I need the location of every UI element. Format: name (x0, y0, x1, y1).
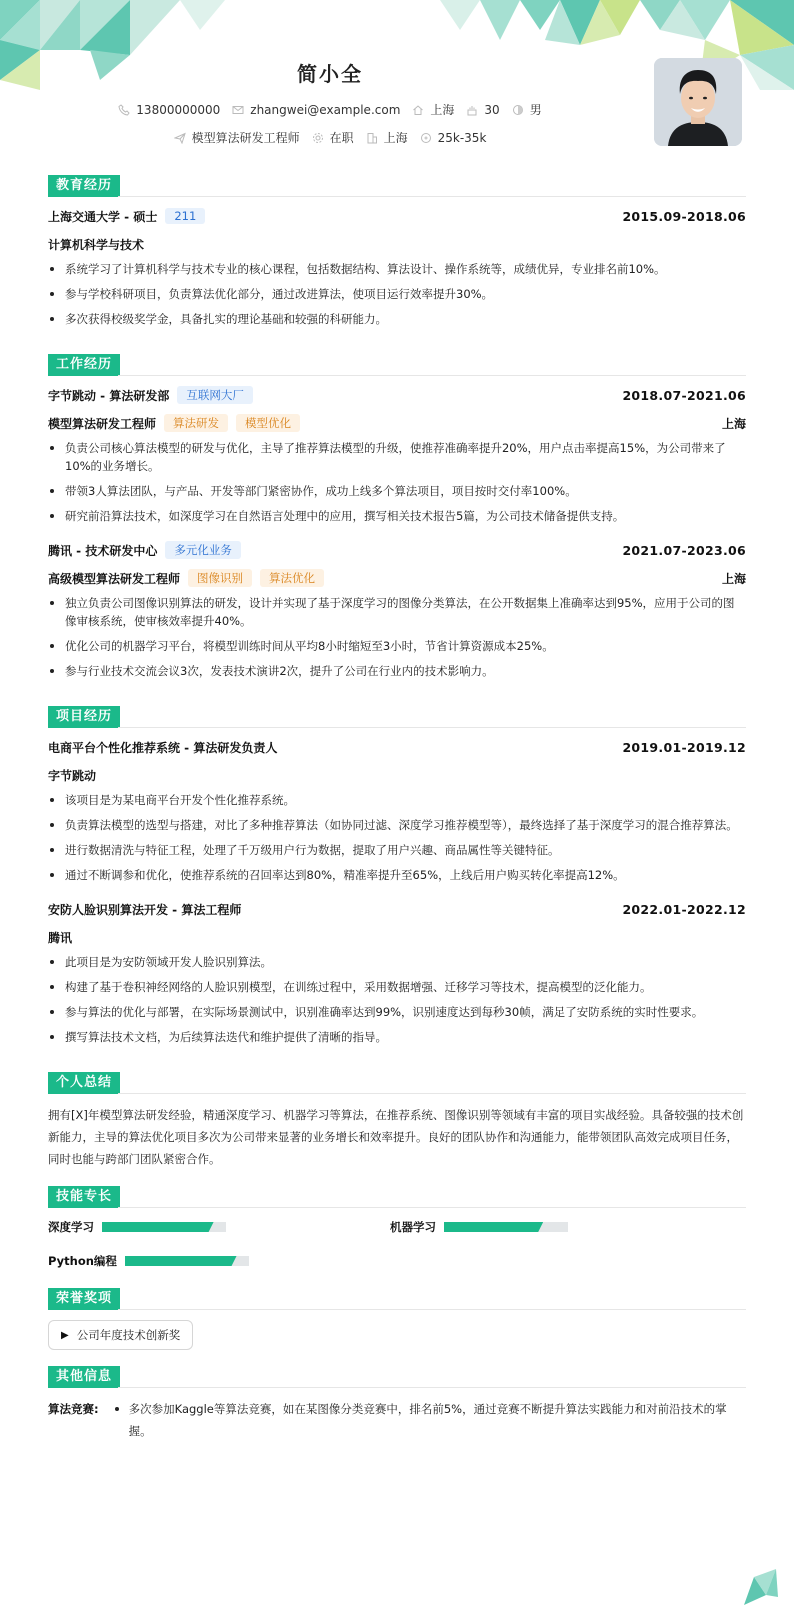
skill-bar-fill (102, 1222, 214, 1232)
job-intent-row (0, 129, 660, 146)
school-tag: 211 (165, 208, 205, 224)
skill-bar (102, 1222, 226, 1232)
education-section-header (48, 175, 746, 197)
role-group (48, 569, 324, 587)
section-title-awards: 荣誉奖项 (48, 1288, 120, 1310)
list-item: 优化公司的机器学习平台，将模型训练时间从平均8小时缩短至3小时，节省计算资源成本25%。 (48, 637, 746, 655)
work-city: 上海 (721, 416, 746, 431)
status-item (312, 129, 354, 146)
company-name: 腾讯 - 技术研发中心 (48, 543, 158, 558)
send-icon (174, 132, 186, 144)
skills-list (48, 1218, 746, 1270)
summary-section-header (48, 1072, 746, 1094)
gender-text: 男 (529, 103, 542, 117)
target-city-item (366, 129, 408, 146)
other-text: 多次参加Kaggle等算法竞赛，如在某图像分类竞赛中，排名前5%，通过竞赛不断提升算法实践能力和对前沿技术的掌握。 (107, 1398, 746, 1442)
work-bullets (48, 439, 746, 525)
list-item: 带领3人算法团队，与产品、开发等部门紧密协作，成功上线多个算法项目，项目按时交付率100%。 (48, 482, 746, 500)
education-bullets (48, 260, 746, 328)
skill-item (48, 1252, 390, 1270)
phone-item (118, 103, 220, 117)
list-item: 多次获得校级奖学金，具备扎实的理论基础和较强的科研能力。 (48, 310, 746, 328)
work-title-group (48, 541, 241, 559)
list-item: 进行数据清洗与特征工程，处理了千万级用户行为数据，提取了用户兴趣、商品属性等关键特征。 (48, 841, 746, 859)
education-date: 2015.09-2018.06 (622, 208, 746, 224)
status-text: 在职 (329, 131, 354, 145)
role-tag: 图像识别 (188, 569, 252, 587)
cake-icon (466, 104, 478, 116)
section-title-projects: 项目经历 (48, 706, 120, 728)
list-item: 参与学校科研项目，负责算法优化部分，通过改进算法，使项目运行效率提升30%。 (48, 285, 746, 303)
list-item: 负责算法模型的选型与搭建，对比了多种推荐算法（如协同过滤、深度学习推荐模型等），最终选择了基于深度学习的混合推荐算法。 (48, 816, 746, 834)
role-title: 高级模型算法研发工程师 (48, 571, 181, 586)
coin-icon (420, 132, 432, 144)
list-item: 该项目是为某电商平台开发个性化推荐系统。 (48, 791, 746, 809)
resume-header (0, 0, 794, 160)
project-title: 安防人脸识别算法开发 - 算法工程师 (48, 902, 242, 917)
building-icon (366, 132, 378, 144)
list-item: 独立负责公司图像识别算法的研发，设计并实现了基于深度学习的图像分类算法，在公开数据集上准确率达到95%，应用于公司的图像审核系统，使审核效率提升40%。 (48, 594, 746, 630)
project-bullets (48, 791, 746, 884)
project-org: 腾讯 (48, 930, 73, 945)
projects-section-header (48, 706, 746, 728)
project-org-row (48, 766, 746, 784)
award-chip[interactable] (48, 1320, 193, 1350)
work-bullets (48, 594, 746, 680)
other-label: 算法竞赛: (48, 1402, 99, 1416)
company-name: 字节跳动 - 算法研发部 (48, 388, 170, 403)
avatar (654, 58, 742, 146)
major-row (48, 235, 746, 253)
role-tag: 模型优化 (236, 414, 300, 432)
school-name: 上海交通大学 - 硕士 (48, 209, 158, 224)
salary-item (420, 131, 487, 145)
role-group (48, 414, 300, 432)
list-item: 研究前沿算法技术，如深度学习在自然语言处理中的应用，撰写相关技术报告5篇，为公司技术储备提供支持。 (48, 507, 746, 525)
section-title-other: 其他信息 (48, 1366, 120, 1388)
role-tag: 算法优化 (260, 569, 324, 587)
awards-section-header (48, 1288, 746, 1310)
section-title-summary: 个人总结 (48, 1072, 120, 1094)
other-info-row (48, 1398, 746, 1442)
list-item: 系统学习了计算机科学与技术专业的核心课程，包括数据结构、算法设计、操作系统等，成绩优异，专业排名前10%。 (48, 260, 746, 278)
list-item: 参与算法的优化与部署，在实际场景测试中，识别准确率达到99%，识别速度达到每秒30帧，满足了安防系统的实时性要求。 (48, 1003, 746, 1021)
work-title-group (48, 386, 253, 404)
list-item: 通过不断调参和优化，使推荐系统的召回率达到80%，精准率提升至65%，上线后用户购买转化率提高12%。 (48, 866, 746, 884)
project-org: 字节跳动 (48, 768, 97, 783)
skill-bar (125, 1256, 249, 1266)
work-entry-2 (48, 541, 746, 680)
company-tag: 多元化业务 (165, 541, 241, 559)
education-title-group (48, 208, 205, 225)
award-name: 公司年度技术创新奖 (76, 1328, 181, 1342)
footer-decoration (740, 1567, 780, 1607)
company-tag: 互联网大厂 (177, 386, 253, 404)
candidate-name: 简小全 (297, 62, 363, 86)
section-title-skills: 技能专长 (48, 1186, 120, 1208)
email-text: zhangwei@example.com (250, 102, 401, 117)
skill-name: 机器学习 (390, 1220, 436, 1234)
role-title: 模型算法研发工程师 (48, 416, 157, 431)
list-item: 构建了基于卷积神经网络的人脸识别模型，在训练过程中，采用数据增强、迁移学习等技术，提高模型的泛化能力。 (48, 978, 746, 996)
other-section-header (48, 1366, 746, 1388)
target-city-text: 上海 (383, 131, 408, 145)
avatar-photo (654, 58, 742, 146)
settings-icon (312, 132, 324, 144)
skill-item (48, 1218, 390, 1236)
project-org-row (48, 928, 746, 946)
project-title: 电商平台个性化推荐系统 - 算法研发负责人 (48, 740, 278, 755)
role-row (48, 569, 746, 587)
project-bullets (48, 953, 746, 1046)
work-city: 上海 (721, 571, 746, 586)
skills-section-header (48, 1186, 746, 1208)
work-entry-1 (48, 386, 746, 525)
email-item (232, 103, 400, 117)
role-tag: 算法研发 (164, 414, 228, 432)
skill-bar-fill (444, 1222, 543, 1232)
section-title-work: 工作经历 (48, 354, 120, 376)
project-date: 2022.01-2022.12 (622, 901, 746, 917)
list-item: 此项目是为安防领域开发人脸识别算法。 (48, 953, 746, 971)
age-item (466, 103, 499, 117)
education-head (48, 207, 746, 225)
contact-row (0, 101, 660, 118)
phone-icon (118, 104, 130, 116)
work-section-header (48, 354, 746, 376)
play-triangle-icon: ▶ (61, 1329, 69, 1341)
skill-bar-fill (125, 1256, 237, 1266)
project-head (48, 900, 746, 918)
phone-text: 13800000000 (136, 102, 221, 117)
skill-name: 深度学习 (48, 1220, 94, 1234)
job-title-item (174, 129, 300, 146)
list-item: 负责公司核心算法模型的研发与优化，主导了推荐算法模型的升级，使推荐准确率提升20%，用户点击率提高15%，为公司带来了10%的业务增长。 (48, 439, 746, 475)
gender-item (512, 101, 542, 118)
summary-text: 拥有[X]年模型算法研发经验，精通深度学习、机器学习等算法，在推荐系统、图像识别等领域有丰富的项目实战经验。具备较强的技术创新能力，主导的算法优化项目多次为公司带来显著的业务增长和效率提升。良好的团队协作和沟通能力，能带领团队高效完成项目任务，同时也能与跨部门团队紧密合作。 (48, 1108, 744, 1166)
major: 计算机科学与技术 (48, 237, 145, 252)
work-head (48, 541, 746, 559)
location-text: 上海 (430, 103, 455, 117)
location-item (412, 101, 454, 118)
project-entry-2 (48, 900, 746, 1046)
work-date: 2021.07-2023.06 (622, 542, 746, 558)
work-head (48, 386, 746, 404)
project-date: 2019.01-2019.12 (622, 739, 746, 755)
section-title-education: 教育经历 (48, 175, 120, 197)
skill-name: Python编程 (48, 1254, 117, 1268)
work-date: 2018.07-2021.06 (622, 387, 746, 403)
job-title-text: 模型算法研发工程师 (191, 131, 300, 145)
gender-icon (512, 104, 524, 116)
resume-body (0, 175, 794, 1442)
skill-bar (444, 1222, 568, 1232)
salary-text: 25k-35k (437, 130, 487, 145)
role-row (48, 414, 746, 432)
list-item: 参与行业技术交流会议3次，发表技术演讲2次，提升了公司在行业内的技术影响力。 (48, 662, 746, 680)
skill-item (390, 1218, 732, 1236)
age-text: 30 (484, 102, 500, 117)
education-entry (48, 207, 746, 328)
project-head (48, 738, 746, 756)
mail-icon (232, 104, 244, 116)
home-icon (412, 104, 424, 116)
list-item: 撰写算法技术文档，为后续算法迭代和维护提供了清晰的指导。 (48, 1028, 746, 1046)
project-entry-1 (48, 738, 746, 884)
